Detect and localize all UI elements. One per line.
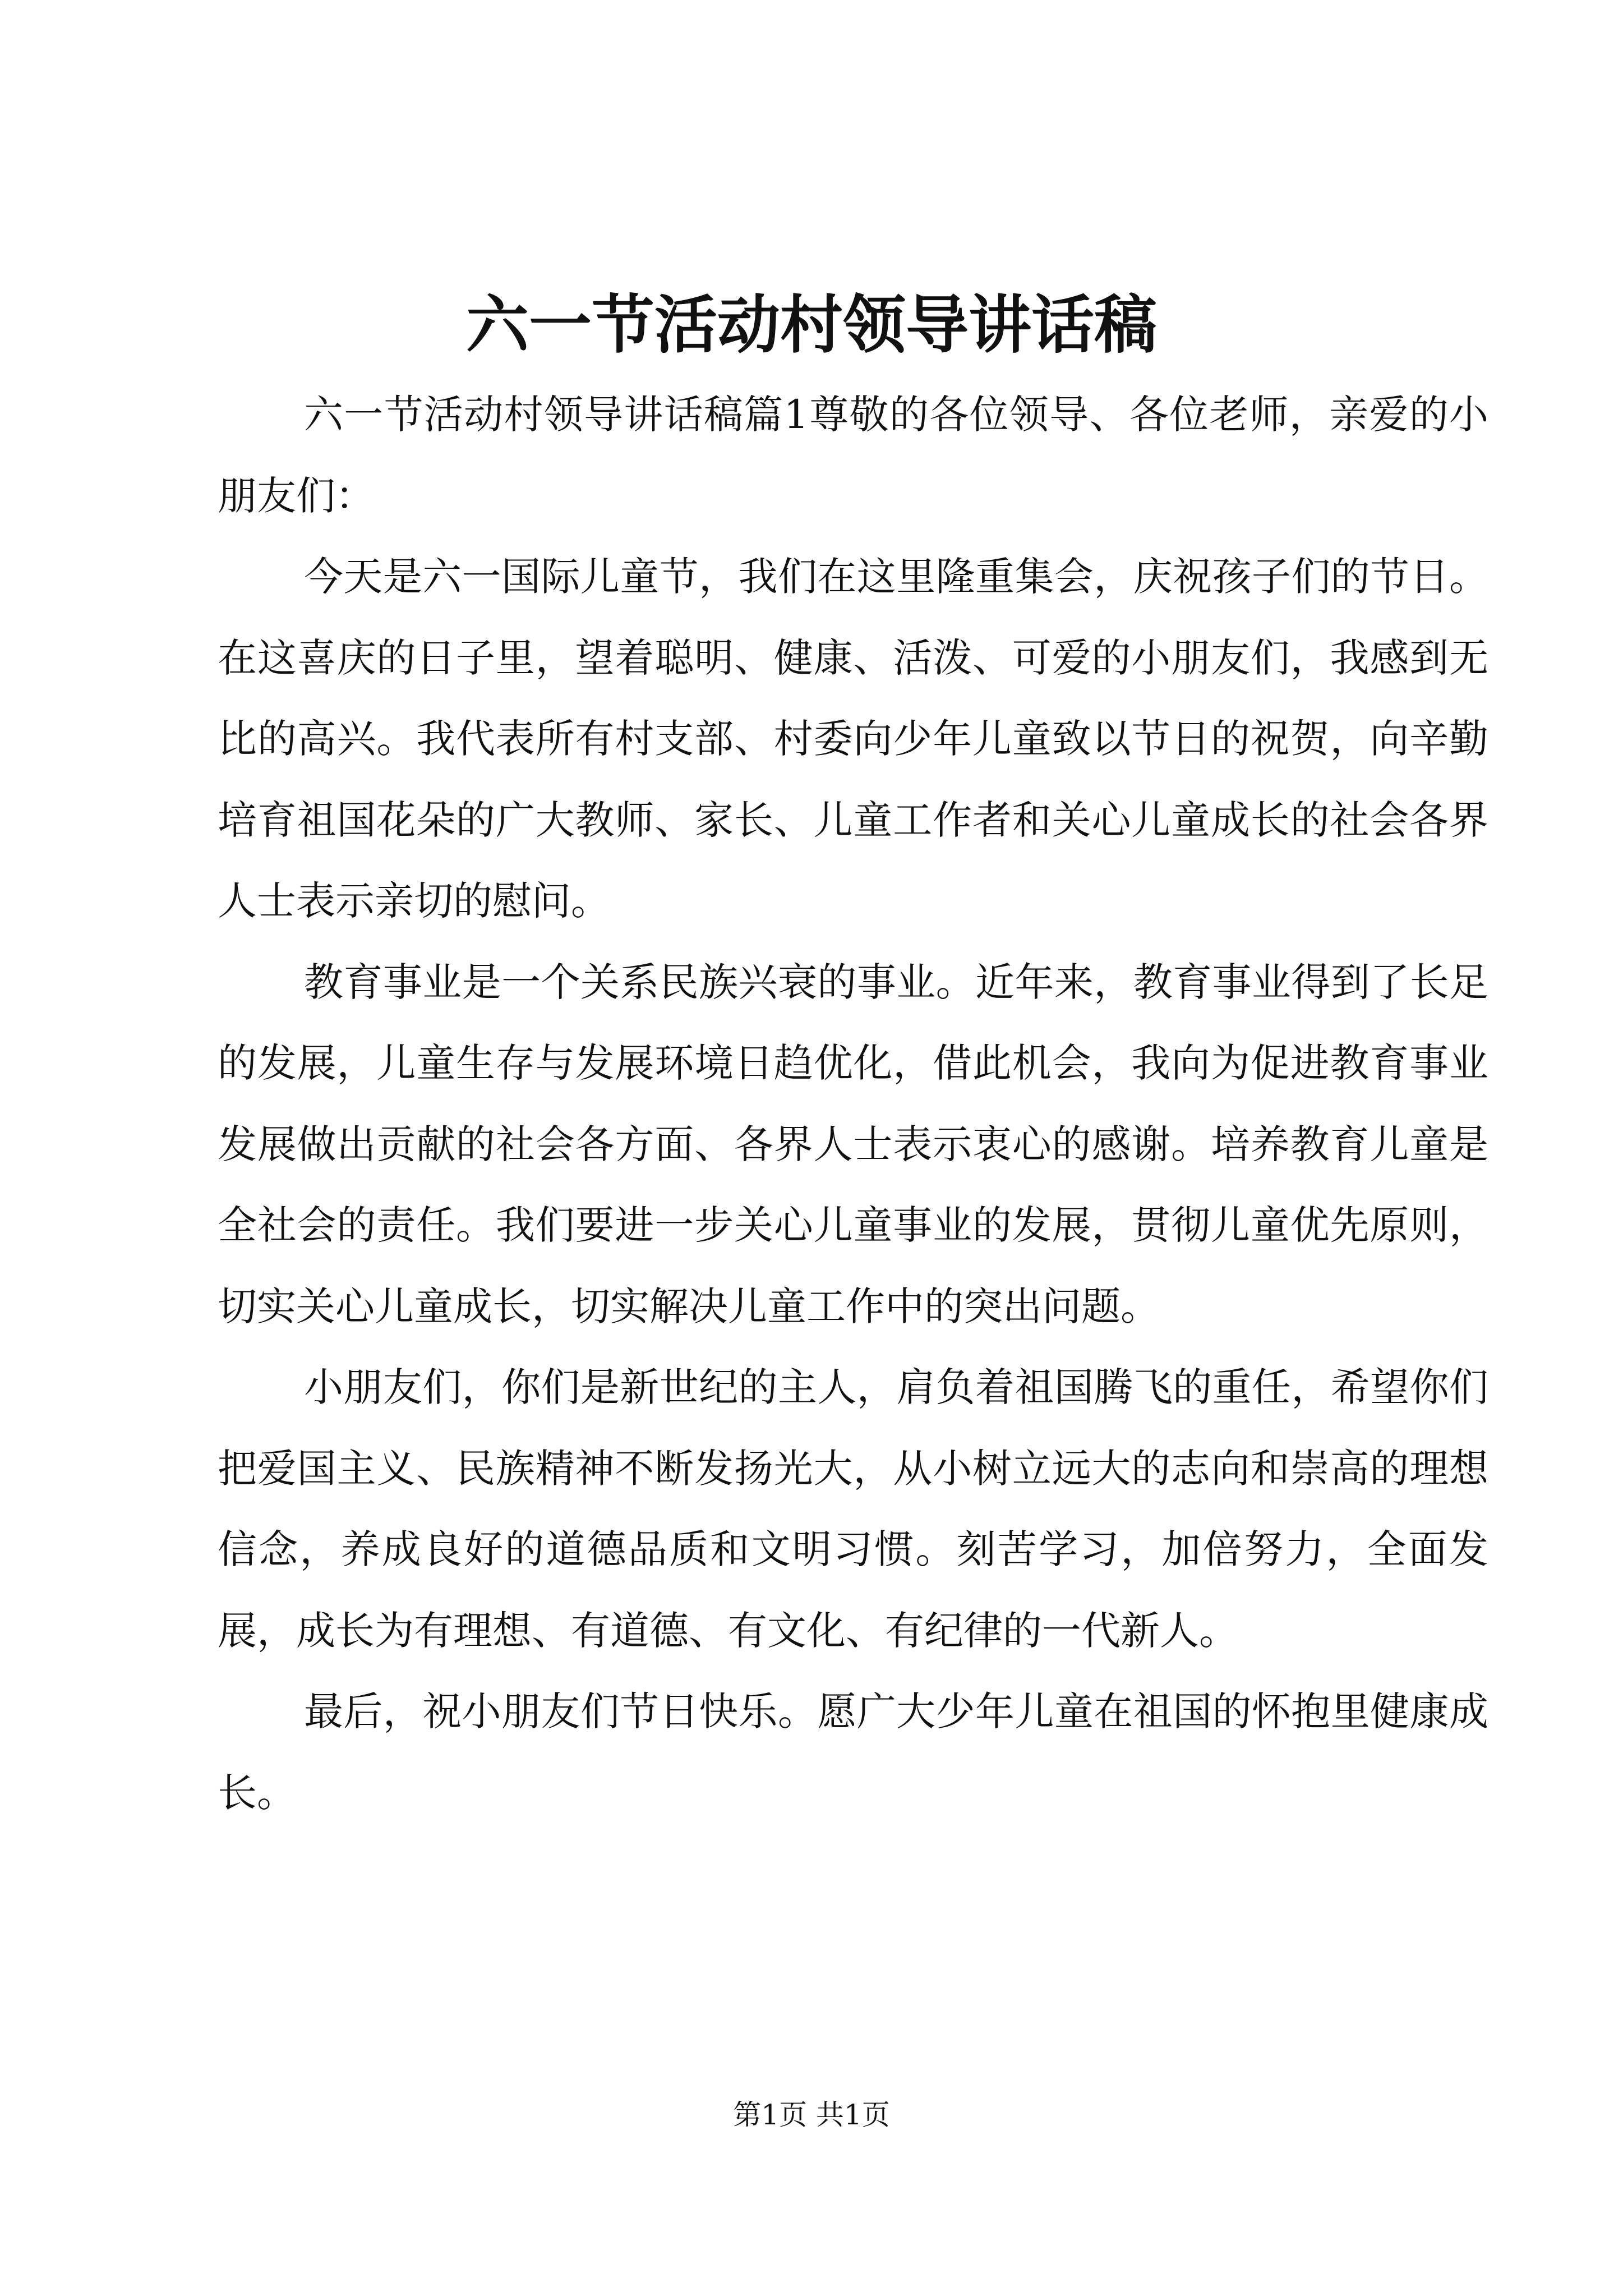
- paragraph-1: 六一节活动村领导讲话稿篇1尊敬的各位领导、各位老师，亲爱的小朋友们：: [218, 392, 1488, 519]
- paragraph-2: 今天是六一国际儿童节，我们在这里隆重集会，庆祝孩子们的节日。在这喜庆的日子里，望着聪明、健康、活泼、可爱的小朋友们，我感到无比的高兴。我代表所有村支部、村委向少年儿童致以节日的祝贺，向辛勤培育祖国花朵的广大教师、家长、儿童工作者和关心儿童成长的社会各界人士表示亲切的慰问。: [218, 554, 1488, 924]
- document-body: [218, 374, 1488, 1833]
- paragraph-5: 最后，祝小朋友们节日快乐。愿广大少年儿童在祖国的怀抱里健康成长。: [218, 1688, 1488, 1816]
- paragraph-4: 小朋友们，你们是新世纪的主人，肩负着祖国腾飞的重任，希望你们把爱国主义、民族精神不断发扬光大，从小树立远大的志向和崇高的理想信念，养成良好的道德品质和文明习惯。刻苦学习，加倍努力，全面发展，成长为有理想、有道德、有文化、有纪律的一代新人。: [218, 1364, 1488, 1654]
- document-title: 六一节活动村领导讲话稿: [466, 288, 1157, 362]
- paragraph-3: 教育事业是一个关系民族兴衰的事业。近年来，教育事业得到了长足的发展，儿童生存与发展环境日趋优化，借此机会，我向为促进教育事业发展做出贡献的社会各方面、各界人士表示衷心的感谢。培养教育儿童是全社会的责任。我们要进一步关心儿童事业的发展，贯彻儿童优先原则，切实关心儿童成长，切实解决儿童工作中的突出问题。: [218, 959, 1488, 1329]
- page-number-footer: 第1页 共1页: [733, 2099, 890, 2131]
